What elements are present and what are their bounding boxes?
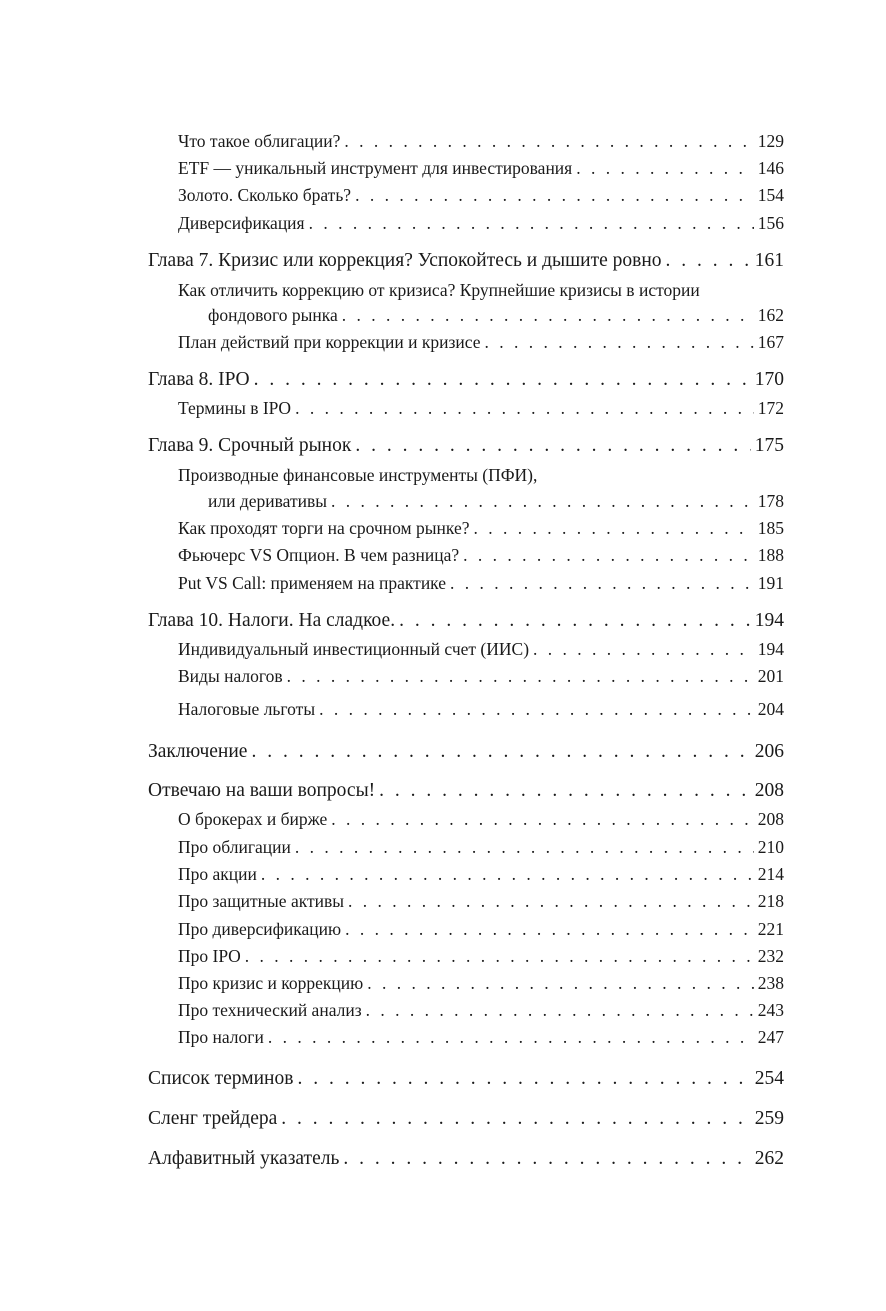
toc-entry-page-number: 129 [757, 131, 784, 152]
toc-entry-page-number: 188 [757, 545, 784, 566]
toc-entry-page-number: 201 [757, 666, 784, 687]
toc-entry [208, 305, 784, 326]
toc-entry [178, 131, 784, 152]
toc-chapter-entry [148, 435, 784, 457]
dot-leader [251, 741, 750, 763]
toc-entry-title: Что такое облигации? [178, 131, 341, 152]
toc-entry-page-number: 162 [757, 305, 784, 326]
toc-chapter-entry [148, 1108, 784, 1130]
toc-entry [178, 185, 784, 206]
toc-entry-title: Термины в IPO [178, 398, 292, 419]
toc-entry-page-number: 204 [757, 699, 784, 720]
toc-entry [178, 545, 784, 566]
toc-entry-page-number: 185 [757, 518, 784, 539]
toc-entry-page-number: 254 [754, 1068, 784, 1090]
dot-leader [343, 1148, 750, 1170]
toc-entry-title: Про кризис и коррекцию [178, 973, 364, 994]
dot-leader [261, 864, 754, 885]
toc-entry [178, 666, 784, 687]
toc-entry-title: Алфавитный указатель [148, 1148, 340, 1170]
toc-entry-title: Фьючерс VS Опцион. В чем разница? [178, 545, 460, 566]
toc-entry-page-number: 172 [757, 398, 784, 419]
toc-entry-title: фондового рынка [208, 305, 338, 326]
toc-entry-title: Про акции [178, 864, 257, 885]
dot-leader [331, 491, 754, 512]
toc-entry-title: О брокерах и бирже [178, 809, 328, 830]
toc-entry-page-number: 194 [757, 639, 784, 660]
toc-entry-title: Налоговые льготы [178, 699, 316, 720]
dot-leader [348, 891, 754, 912]
toc-entry-page-number: 161 [754, 250, 784, 272]
toc-entry [178, 280, 784, 301]
toc-entry-title: или деривативы [208, 491, 328, 512]
toc-entry [178, 518, 784, 539]
dot-leader [245, 946, 754, 967]
toc-entry-page-number: 232 [757, 946, 784, 967]
toc-entry-page-number: 191 [757, 573, 784, 594]
toc-entry-title: Как проходят торги на срочном рынке? [178, 518, 470, 539]
dot-leader [666, 250, 751, 272]
dot-leader [344, 131, 753, 152]
toc-entry [178, 158, 784, 179]
dot-leader [533, 639, 754, 660]
dot-leader [331, 809, 753, 830]
toc-entry-page-number: 146 [757, 158, 784, 179]
toc-entry-title: Про налоги [178, 1027, 264, 1048]
toc-entry-title: Про IPO [178, 946, 241, 967]
dot-leader [309, 213, 754, 234]
dot-leader [295, 398, 754, 419]
toc-entry [178, 398, 784, 419]
toc-entry-page-number: 154 [757, 185, 784, 206]
dot-leader [366, 1000, 754, 1021]
dot-leader [485, 332, 754, 353]
toc-entry-title: ETF — уникальный инструмент для инвестирования [178, 158, 573, 179]
toc-entry [178, 465, 784, 486]
dot-leader [450, 573, 754, 594]
toc-entry-title: Глава 10. Налоги. На сладкое. [148, 610, 396, 632]
toc-entry-page-number: 170 [754, 369, 784, 391]
toc-entry-title: Про технический анализ [178, 1000, 362, 1021]
dot-leader [295, 837, 754, 858]
toc-entry [178, 919, 784, 940]
dot-leader [297, 1068, 750, 1090]
toc-entry-page-number: 238 [757, 973, 784, 994]
dot-leader [345, 919, 754, 940]
dot-leader [342, 305, 754, 326]
toc-entry-page-number: 208 [754, 780, 784, 802]
toc-entry-page-number: 194 [754, 610, 784, 632]
toc-entry [178, 573, 784, 594]
toc-entry [178, 639, 784, 660]
toc-entry-title: Глава 7. Кризис или коррекция? Успокойтесь и дышите ровно [148, 250, 662, 272]
toc-entry-page-number: 156 [757, 213, 784, 234]
toc-entry-page-number: 178 [757, 491, 784, 512]
toc-entry [178, 837, 784, 858]
toc-entry-title: Заключение [148, 741, 248, 763]
dot-leader [287, 666, 754, 687]
toc-entry-title: Про облигации [178, 837, 291, 858]
dot-leader [281, 1108, 750, 1130]
toc-entry-title: Список терминов [148, 1068, 294, 1090]
toc-entry-title: Диверсификация [178, 213, 305, 234]
dot-leader [379, 780, 751, 802]
toc-entry-page-number: 218 [757, 891, 784, 912]
toc-chapter-entry [148, 610, 784, 632]
toc-entry [208, 491, 784, 512]
toc-entry [178, 973, 784, 994]
toc-entry-title: Глава 9. Срочный рынок [148, 435, 352, 457]
toc-entry-page-number: 221 [757, 919, 784, 940]
toc-chapter-entry [148, 1148, 784, 1170]
toc-entry-page-number: 214 [757, 864, 784, 885]
toc-entry [178, 1000, 784, 1021]
toc-entry [178, 213, 784, 234]
toc-entry-page-number: 262 [754, 1148, 784, 1170]
dot-leader [319, 699, 754, 720]
toc-entry-title: Индивидуальный инвестиционный счет (ИИС) [178, 639, 530, 660]
toc-entry-page-number: 259 [754, 1108, 784, 1130]
toc-entry-title: Виды налогов [178, 666, 283, 687]
toc-entry-title: Сленг трейдера [148, 1108, 278, 1130]
toc-entry-page-number: 167 [757, 332, 784, 353]
toc-entry-page-number: 206 [754, 741, 784, 763]
toc-entry-page-number: 175 [754, 435, 784, 457]
toc-entry [178, 864, 784, 885]
toc-entry-title: Как отличить коррекцию от кризиса? Крупнейшие кризисы в истории [178, 280, 700, 301]
toc-entry-title: Глава 8. IPO [148, 369, 250, 391]
toc-chapter-entry [148, 369, 784, 391]
toc-entry-title: Отвечаю на ваши вопросы! [148, 780, 376, 802]
toc-entry-page-number: 247 [757, 1027, 784, 1048]
toc-entry-title: Золото. Сколько брать? [178, 185, 352, 206]
toc-entry-title: Put VS Call: применяем на практике [178, 573, 447, 594]
dot-leader [268, 1027, 754, 1048]
toc-chapter-entry [148, 741, 784, 763]
dot-leader [399, 610, 751, 632]
dot-leader [576, 158, 754, 179]
toc-entry-page-number: 210 [757, 837, 784, 858]
dot-leader [463, 545, 754, 566]
toc-entry-title: Про диверсификацию [178, 919, 342, 940]
toc-entry-title: План действий при коррекции и кризисе [178, 332, 481, 353]
dot-leader [254, 369, 751, 391]
dot-leader [355, 185, 754, 206]
toc-chapter-entry [148, 780, 784, 802]
toc-chapter-entry [148, 1068, 784, 1090]
toc-entry [178, 332, 784, 353]
toc-entry-page-number: 243 [757, 1000, 784, 1021]
toc-entry [178, 809, 784, 830]
toc-entry-title: Про защитные активы [178, 891, 345, 912]
toc-entry [178, 1027, 784, 1048]
toc-entry-page-number: 208 [757, 809, 784, 830]
toc-chapter-entry [148, 250, 784, 272]
toc-entry [178, 946, 784, 967]
toc-entry-title: Производные финансовые инструменты (ПФИ), [178, 465, 538, 486]
dot-leader [473, 518, 753, 539]
toc-entry [178, 891, 784, 912]
toc-entry [178, 699, 784, 720]
dot-leader [355, 435, 750, 457]
dot-leader [367, 973, 754, 994]
